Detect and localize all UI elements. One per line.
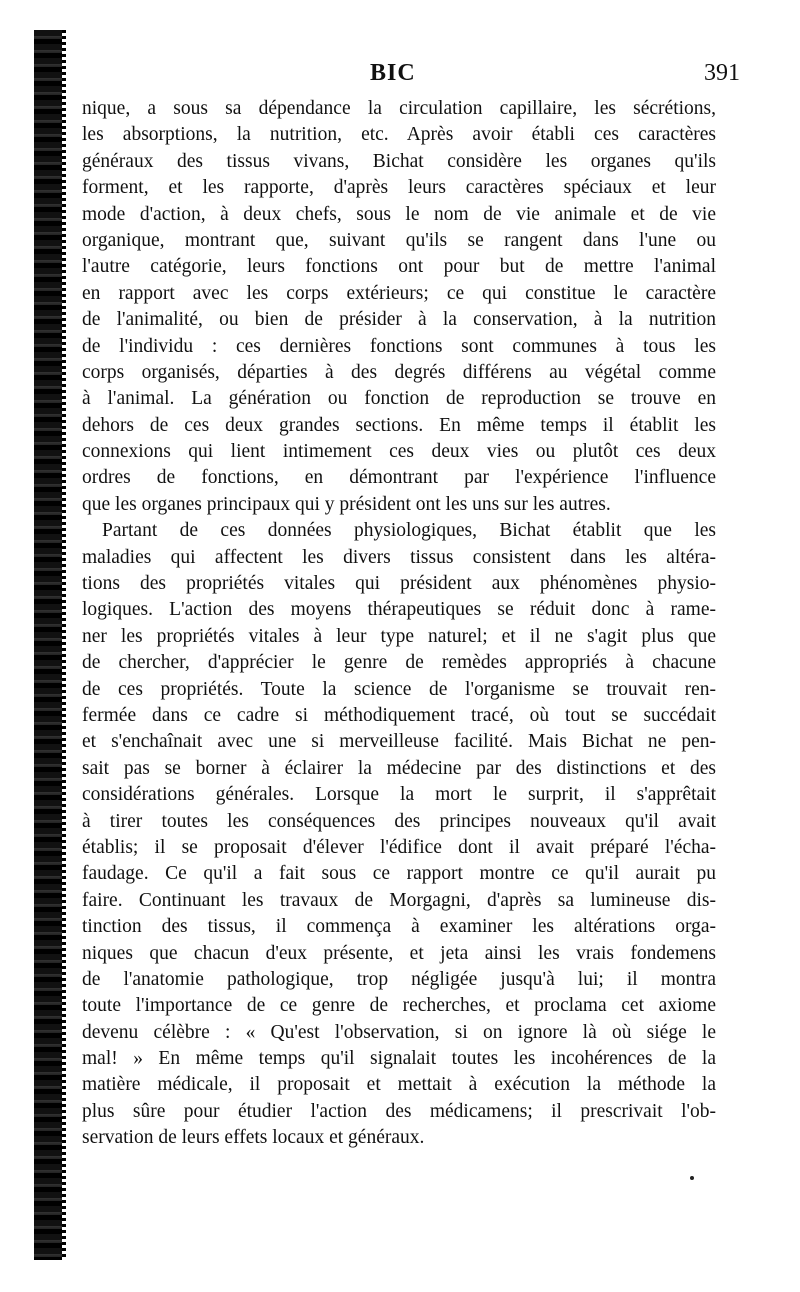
- text-line: de l'individu : ces dernières fonctions sont communes à tous les: [82, 335, 716, 357]
- text-line: logiques. L'action des moyens thérapeutiques se réduit donc à rame-: [82, 599, 716, 621]
- text-line: corps organisés, départies à des degrés différens au végétal comme: [82, 361, 716, 383]
- text-line: en rapport avec les corps extérieurs; ce qui constitue le caractère: [82, 282, 716, 304]
- text-line: établis; il se proposait d'élever l'édifice dont il avait préparé l'écha-: [82, 836, 716, 858]
- text-line: forment, et les rapporte, d'après leurs caractères spéciaux et leur: [82, 177, 716, 199]
- text-line: de l'animalité, ou bien de présider à la conservation, à la nutrition: [82, 309, 716, 331]
- text-line: considérations générales. Lorsque la mort le surprit, il s'apprêtait: [82, 784, 716, 806]
- page-number: 391: [704, 60, 740, 86]
- text-line: faudage. Ce qu'il a fait sous ce rapport montre ce qu'il aurait pu: [82, 863, 716, 885]
- text-line: faire. Continuant les travaux de Morgagni, d'après sa lumineuse dis-: [82, 889, 716, 911]
- text-line: à tirer toutes les conséquences des principes nouveaux qu'il avait: [82, 810, 716, 832]
- text-line: toute l'importance de ce genre de recherches, et proclama cet axiome: [82, 995, 716, 1017]
- paragraph-start-line: Partant de ces données physiologiques, Bichat établit que les: [102, 520, 716, 542]
- text-line: plus sûre pour étudier l'action des médicamens; il prescrivait l'ob-: [82, 1100, 716, 1122]
- text-line: nique, a sous sa dépendance la circulation capillaire, les sécrétions,: [82, 98, 716, 119]
- text-line: de ces propriétés. Toute la science de l'organisme se trouvait ren-: [82, 678, 716, 700]
- text-line: tions des propriétés vitales qui président aux phénomènes physio-: [82, 573, 716, 595]
- text-line: maladies qui affectent les divers tissus consistent dans les altéra-: [82, 546, 716, 568]
- text-line: l'autre catégorie, leurs fonctions ont pour but de mettre l'animal: [82, 256, 716, 278]
- body-text: [82, 96, 716, 1152]
- text-line: à l'animal. La génération ou fonction de reproduction se trouve en: [82, 388, 716, 410]
- text-line: organique, montrant que, suivant qu'ils se rangent dans l'une ou: [82, 229, 716, 251]
- text-line: dehors de ces deux grandes sections. En même temps il établit les: [82, 414, 716, 436]
- text-line: mal! » En même temps qu'il signalait toutes les incohérences de la: [82, 1048, 716, 1070]
- text-line: tinction des tissus, il commença à examiner les altérations orga-: [82, 916, 716, 938]
- text-line: mode d'action, à deux chefs, sous le nom de vie animale et de vie: [82, 203, 716, 225]
- ink-speck: [690, 1176, 694, 1180]
- text-line: ner les propriétés vitales à leur type naturel; et il ne s'agit plus que: [82, 625, 716, 647]
- book-binding-edge: [34, 30, 62, 1260]
- text-line: les absorptions, la nutrition, etc. Après avoir établi ces caractères: [82, 124, 716, 146]
- text-line: devenu célèbre : « Qu'est l'observation, si on ignore là où siége le: [82, 1021, 716, 1043]
- text-line: sait pas se borner à éclairer la médecine par des distinctions et des: [82, 757, 716, 779]
- text-line: matière médicale, il proposait et mettait à exécution la méthode la: [82, 1074, 716, 1096]
- text-line: servation de leurs effets locaux et généraux.: [82, 1127, 425, 1149]
- running-head: [82, 60, 740, 92]
- text-line: que les organes principaux qui y président ont les uns sur les autres.: [82, 493, 611, 515]
- running-head-title: BIC: [370, 60, 416, 86]
- text-line: ordres de fonctions, en démontrant par l'expérience l'influence: [82, 467, 716, 489]
- text-line: connexions qui lient intimement ces deux vies ou plutôt ces deux: [82, 441, 716, 463]
- text-line: généraux des tissus vivans, Bichat considère les organes qu'ils: [82, 150, 716, 172]
- text-line: de l'anatomie pathologique, trop négligée jusqu'à lui; il montra: [82, 968, 716, 990]
- text-line: et s'enchaînait avec une si merveilleuse facilité. Mais Bichat ne pen-: [82, 731, 716, 753]
- text-line: niques que chacun d'eux présente, et jeta ainsi les vrais fondemens: [82, 942, 716, 964]
- text-line: fermée dans ce cadre si méthodiquement tracé, où tout se succédait: [82, 704, 716, 726]
- text-line: de chercher, d'apprécier le genre de remèdes appropriés à chacune: [82, 652, 716, 674]
